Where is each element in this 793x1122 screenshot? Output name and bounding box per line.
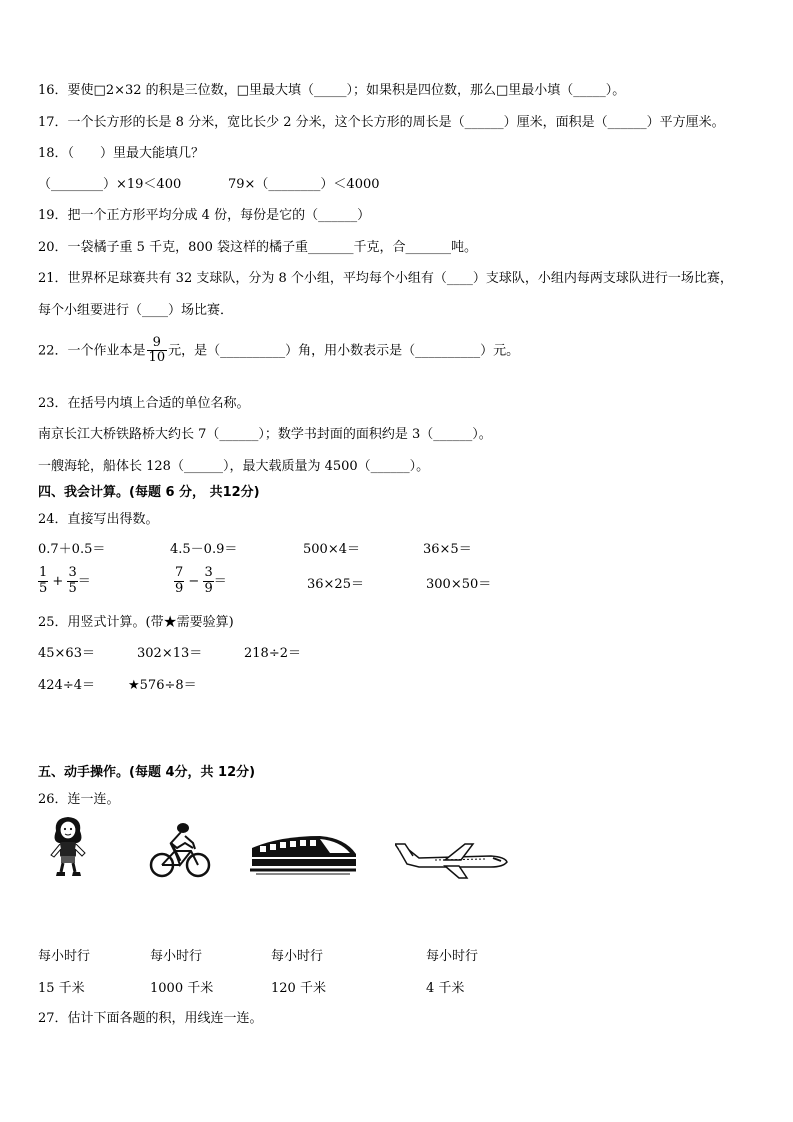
calc-item: 36×25＝	[307, 577, 364, 592]
question-25: 25．用竖式计算。(带★需要验算)	[38, 615, 234, 630]
fraction	[174, 566, 184, 597]
question-18-part-a: （________）×19＜400	[38, 177, 182, 192]
fraction-numerator: 1	[39, 565, 48, 580]
fraction-denominator: 5	[39, 580, 48, 596]
question-18: 18．（ ）里最大能填几？	[38, 146, 205, 161]
question-17: 17．一个长方形的长是 8 分米，宽比长少 2 分米，这个长方形的周长是（______）厘米，面积是（______）平方厘米。	[38, 115, 725, 130]
calc-item: 300×50＝	[426, 577, 492, 592]
fraction-numerator: 7	[175, 565, 184, 580]
fraction-numerator: 3	[68, 565, 77, 580]
fraction	[38, 566, 48, 597]
question-16: 16．要使□2×32 的积是三位数，□里最大填（_____）；如果积是四位数，那么□里最小填（_____）。	[38, 83, 626, 98]
question-22-prefix: 22．一个作业本是	[38, 343, 146, 359]
question-24: 24．直接写出得数。	[38, 512, 159, 527]
speed-value: 120 千米	[271, 981, 326, 996]
question-21-line2: 每个小组要进行（____）场比赛．	[38, 303, 234, 318]
question-19: 19．把一个正方形平均分成 4 份，每份是它的（______）	[38, 208, 371, 223]
speed-label: 每小时行	[426, 949, 479, 964]
fraction-numerator: 9	[147, 336, 168, 351]
speed-value: 4 千米	[426, 981, 465, 996]
fraction-expression-2	[174, 566, 227, 597]
speed-label: 每小时行	[150, 949, 203, 964]
question-18-part-b: 79×（________）＜4000	[228, 177, 380, 192]
speed-value: 15 千米	[38, 981, 85, 996]
fraction	[67, 566, 77, 597]
calc-item: ★576÷8＝	[128, 678, 197, 693]
speed-value: 1000 千米	[150, 981, 214, 996]
fraction-denominator: 10	[148, 350, 166, 366]
calc-item: 4.5－0.9＝	[170, 542, 238, 557]
question-23-part-a: 南京长江大桥铁路桥大约长 7（______）；数学书封面的面积约是 3（______）。	[38, 427, 492, 442]
calc-item: 0.7＋0.5＝	[38, 542, 106, 557]
calc-item: 500×4＝	[303, 542, 360, 557]
cyclist-icon	[149, 821, 211, 881]
fraction	[203, 566, 213, 597]
speed-label: 每小时行	[271, 949, 324, 964]
equals-sign: ＝	[77, 573, 91, 589]
question-21-line1: 21．世界杯足球赛共有 32 支球队，分为 8 个小组，平均每个小组有（____）支球队，小组内每两支球队进行一场比赛，	[38, 271, 733, 286]
question-20: 20．一袋橘子重 5 千克，800 袋这样的橘子重_______千克，合_______吨。	[38, 240, 478, 255]
calc-item: 424÷4＝	[38, 678, 95, 693]
question-23-part-b: 一艘海轮，船体长 128（______），最大载质量为 4500（______）。	[38, 459, 430, 474]
operator: +	[52, 573, 64, 589]
fraction-expression-1	[38, 566, 91, 597]
calc-item: 36×5＝	[423, 542, 472, 557]
calc-item: 218÷2＝	[244, 646, 301, 661]
section-5-heading: 五、动手操作。(每题 4分，共 12分)	[38, 765, 256, 780]
fraction-numerator: 3	[204, 565, 213, 580]
operator: −	[188, 573, 200, 589]
calc-item: 302×13＝	[137, 646, 203, 661]
question-22-fraction	[147, 336, 168, 366]
question-26: 26．连一连。	[38, 792, 120, 807]
bullet-train-icon	[250, 830, 358, 878]
question-23: 23．在括号内填上合适的单位名称。	[38, 396, 250, 411]
fraction-denominator: 5	[68, 580, 77, 596]
equals-sign: ＝	[213, 573, 227, 589]
girl-walking-icon	[44, 815, 92, 877]
airplane-icon	[395, 836, 509, 880]
speed-label: 每小时行	[38, 949, 91, 964]
calc-item: 45×63＝	[38, 646, 95, 661]
question-27: 27．估计下面各题的积，用线连一连。	[38, 1011, 263, 1026]
fraction-denominator: 9	[175, 580, 184, 596]
question-22-suffix: 元，是（__________）角，用小数表示是（__________）元。	[168, 343, 520, 359]
question-22	[38, 336, 519, 366]
section-4-heading: 四、我会计算。(每题 6 分， 共12分)	[38, 485, 260, 500]
fraction-denominator: 9	[204, 580, 213, 596]
